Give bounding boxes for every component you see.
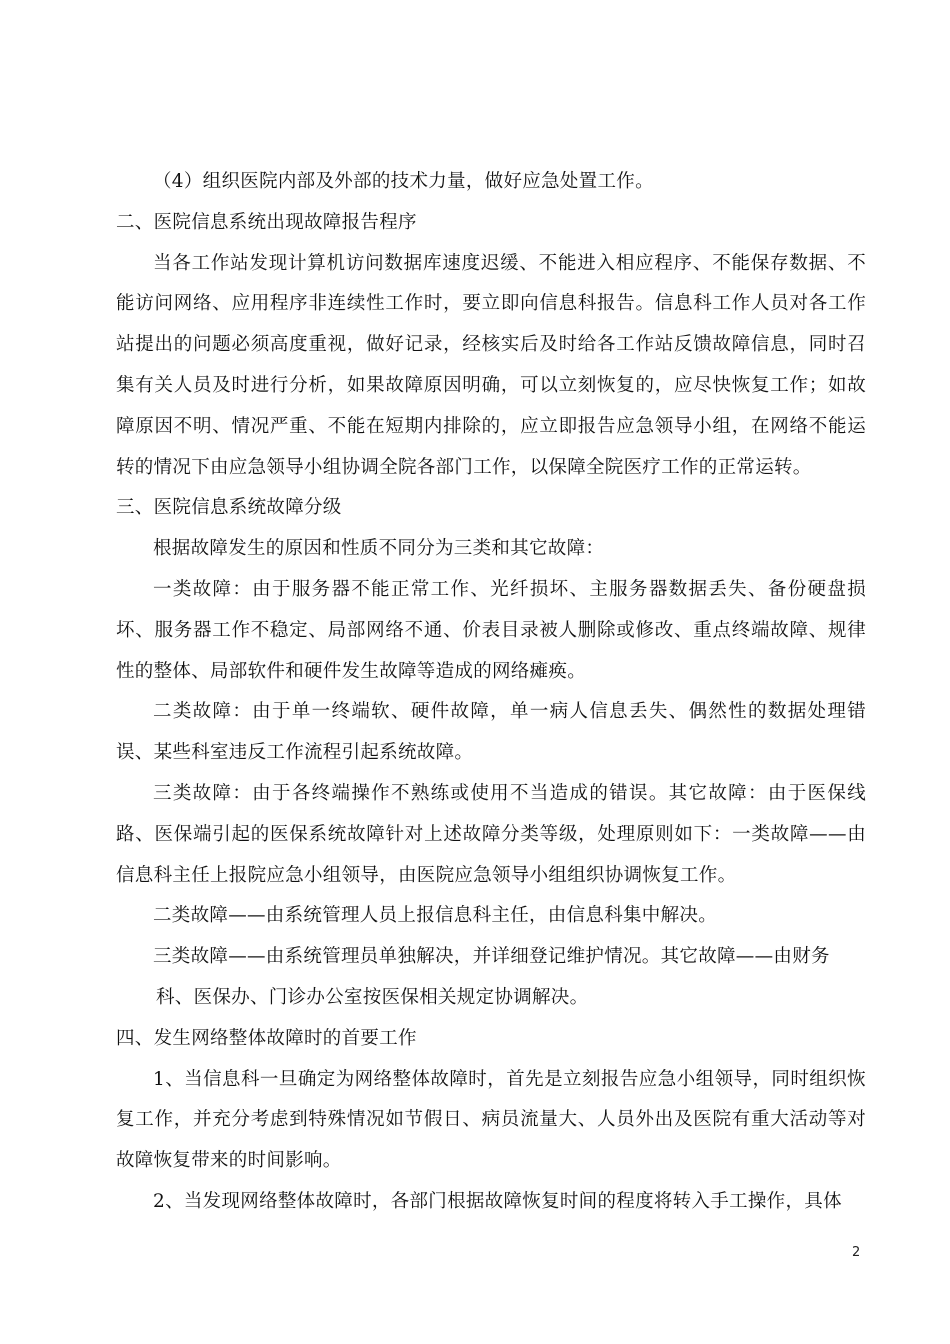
section-heading-4: 四、发生网络整体故障时的首要工作 [116,1027,417,1049]
paragraph-item-2: 2、当发现网络整体故障时，各部门根据故障恢复时间的程度将转入手工操作，具体 [153,1190,842,1212]
paragraph-class-three-fault: 三类故障：由于各终端操作不熟练或使用不当造成的错误。其它故障：由于医保线路、医保端引起的医保系统故障针对上述故障分类等级，处理原则如下：一类故障——由信息科主任上报院应急小组领导，由医院应急领导小组组织协调恢复工作。 [116,782,866,886]
paragraph-class-three-handling: 三类故障——由系统管理员单独解决，并详细登记维护情况。其它故障——由财务 [153,946,830,968]
paragraph-report-procedure: 当各工作站发现计算机访问数据库速度迟缓、不能进入相应程序、不能保存数据、不能访问网络、应用程序非连续性工作时，要立即向信息科报告。信息科工作人员对各工作站提出的问题必须高度重视，做好记录，经核实后及时给各工作站反馈故障信息，同时召集有关人员及时进行分析，如果故障原因明确，可以立刻恢复的，应尽快恢复工作；如故障原因不明、情况严重、不能在短期内排除的，应立即报告应急领导小组，在网络不能运转的情况下由应急领导小组协调全院各部门工作，以保障全院医疗工作的正常运转。 [116,252,866,478]
paragraph-class-two-fault: 二类故障：由于单一终端软、硬件故障，单一病人信息丢失、偶然性的数据处理错误、某些科室违反工作流程引起系统故障。 [116,701,866,764]
section-heading-2: 二、医院信息系统出现故障报告程序 [116,211,417,233]
paragraph-class-three-handling-cont: 科、医保办、门诊办公室按医保相关规定协调解决。 [156,986,589,1008]
paragraph-class-two-handling: 二类故障——由系统管理人员上报信息科主任，由信息科集中解决。 [153,905,718,927]
page-number: 2 [852,1245,861,1260]
paragraph-item-1: 1、当信息科一旦确定为网络整体故障时，首先是立刻报告应急小组领导，同时组织恢复工作，并充分考虑到特殊情况如节假日、病员流量大、人员外出及医院有重大活动等对故障恢复带来的时间影响。 [116,1068,866,1172]
paragraph-classification-intro: 根据故障发生的原因和性质不同分为三类和其它故障： [153,538,605,560]
section-heading-3: 三、医院信息系统故障分级 [116,497,342,519]
paragraph-item-4: （4）组织医院内部及外部的技术力量，做好应急处置工作。 [153,171,654,192]
document-body [116,162,866,1223]
paragraph-class-one-fault: 一类故障：由于服务器不能正常工作、光纤损坏、主服务器数据丢失、备份硬盘损坏、服务器工作不稳定、局部网络不通、价表目录被人删除或修改、重点终端故障、规律性的整体、局部软件和硬件发生故障等造成的网络瘫痪。 [116,578,866,682]
